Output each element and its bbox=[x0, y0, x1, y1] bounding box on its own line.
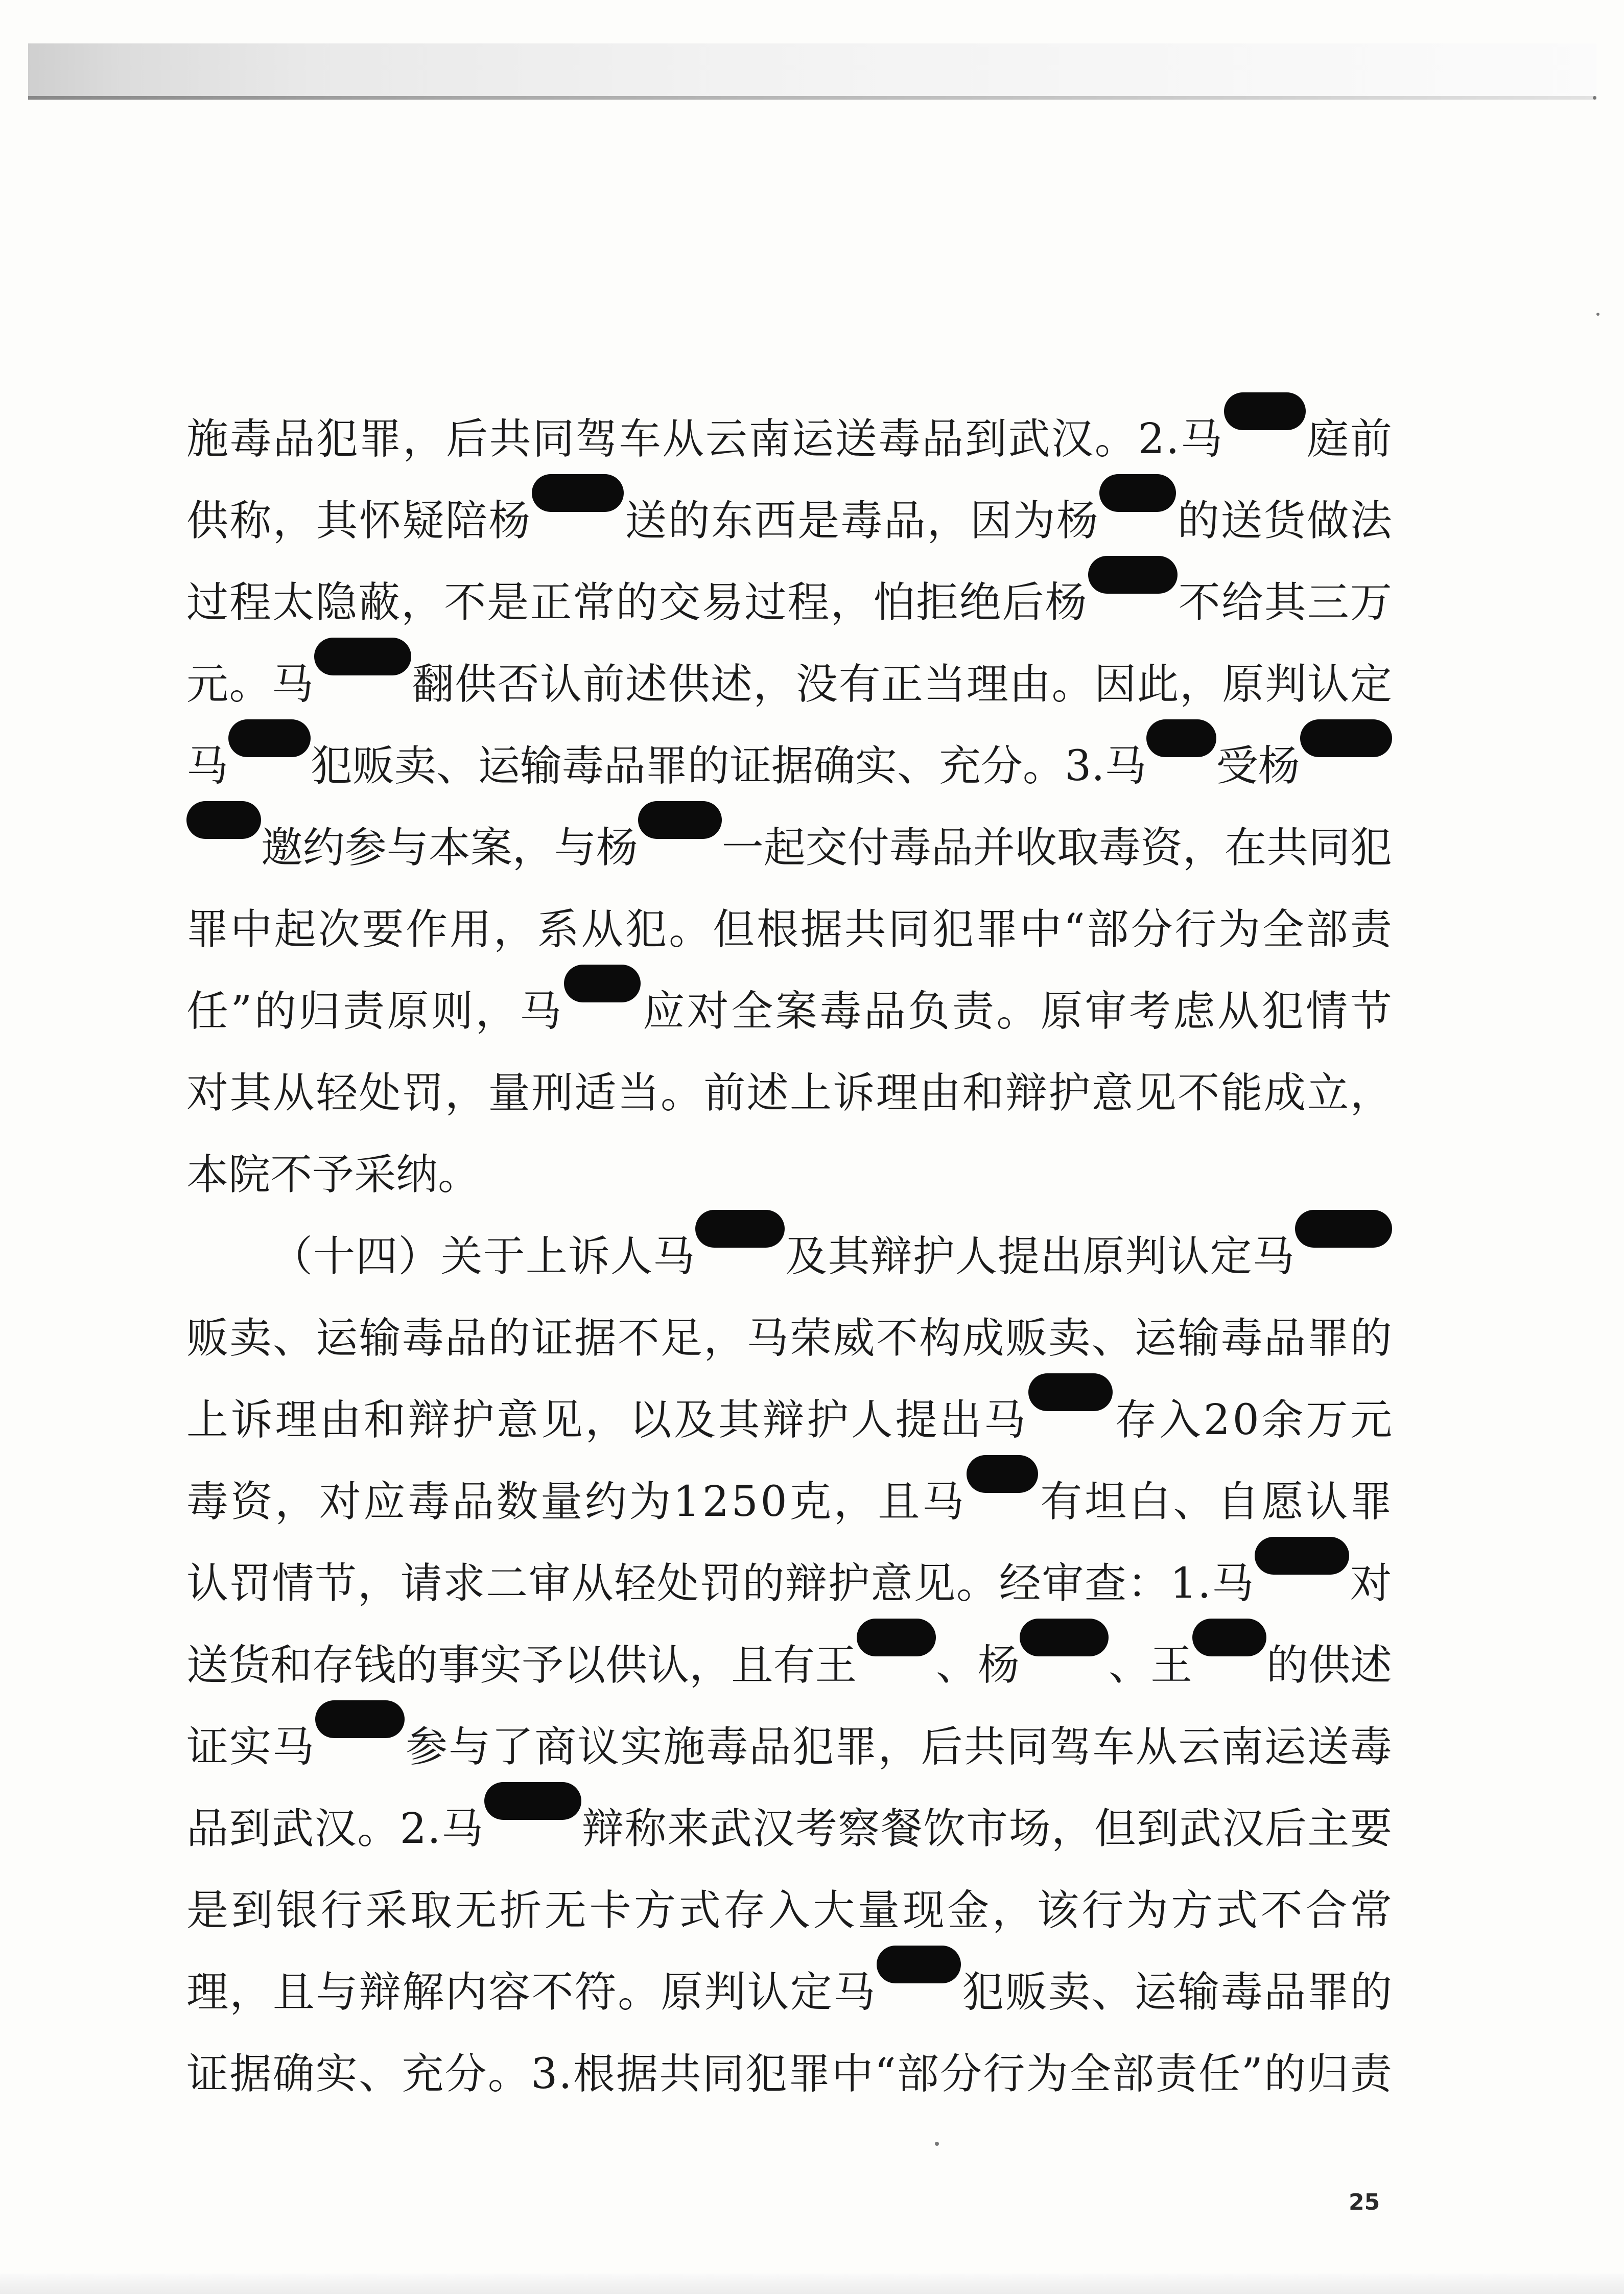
text-line: 理 ， 且 与 辩 解 内 容 不 符 。 原 判 认 定 马 犯 贩 卖 、 运 输 毒 品 罪 的 bbox=[186, 1952, 1392, 2033]
text-line: 元 。 马 翻 供 否 认 前 述 供 述 ， 没 有 正 当 理 由 。 因 此 ， 原 判 认 定 bbox=[186, 644, 1392, 725]
text-line: 品 到 武 汉 。 2 . 马 辩 称 来 武 汉 考 察 餐 饮 市 场 ， 但 到 武 汉 后 主 要 bbox=[186, 1788, 1392, 1870]
redaction-mark bbox=[314, 638, 411, 675]
redaction-mark bbox=[1300, 719, 1392, 757]
redaction-mark bbox=[1255, 1537, 1349, 1575]
text-line: 证 实 马 参 与 了 商 议 实 施 毒 品 犯 罪 ， 后 共 同 驾 车 从 云 南 运 送 毒 bbox=[186, 1706, 1392, 1788]
text-line: 过 程 太 隐 蔽 ， 不 是 正 常 的 交 易 过 程 ， 怕 拒 绝 后 杨 不 给 其 三 万 bbox=[186, 562, 1392, 644]
text-line: 供 称 ， 其 怀 疑 陪 杨 送 的 东 西 是 毒 品 ， 因 为 杨 的 送 货 做 法 bbox=[186, 480, 1392, 562]
text-line: 马 犯 贩 卖 、 运 输 毒 品 罪 的 证 据 确 实 、 充 分 。 3 . 马 受 杨 bbox=[186, 725, 1392, 807]
text-line: （ 十 四 ） 关 于 上 诉 人 马 及 其 辩 护 人 提 出 原 判 认 定 马 bbox=[186, 1216, 1392, 1298]
redaction-mark bbox=[1020, 1619, 1109, 1656]
text-line: 证 据 确 实 、 充 分 。 3 . 根 据 共 同 犯 罪 中 “ 部 分 行 为 全 部 责 任 ” 的 归 责 bbox=[186, 2050, 1392, 2098]
page-number: 25 bbox=[1349, 2189, 1380, 2215]
redaction-mark bbox=[857, 1619, 936, 1656]
document-body bbox=[186, 399, 1392, 2115]
redaction-mark bbox=[1099, 474, 1176, 512]
scan-footer-shadow bbox=[0, 2274, 1624, 2294]
redaction-mark bbox=[638, 801, 722, 839]
redaction-mark bbox=[186, 801, 261, 839]
text-line: 贩 卖 、 运 输 毒 品 的 证 据 不 足 ， 马 荣 威 不 构 成 贩 卖 、 运 输 毒 品 罪 的 bbox=[186, 1314, 1392, 1363]
redaction-mark bbox=[695, 1210, 785, 1248]
redaction-mark bbox=[484, 1782, 581, 1820]
text-line: 罪 中 起 次 要 作 用 ， 系 从 犯 。 但 根 据 共 同 犯 罪 中 “ 部 分 行 为 全 部 责 bbox=[186, 905, 1392, 954]
redaction-mark bbox=[1146, 719, 1216, 757]
text-line: 任 ” 的 归 责 原 则 ， 马 应 对 全 案 毒 品 负 责 。 原 审 考 虑 从 犯 情 节 bbox=[186, 971, 1392, 1052]
text-line: 是 到 银 行 采 取 无 折 无 卡 方 式 存 入 大 量 现 金 ， 该 行 为 方 式 不 合 常 bbox=[186, 1886, 1392, 1935]
scan-speck bbox=[1593, 96, 1596, 100]
redaction-mark bbox=[315, 1700, 405, 1738]
paragraph bbox=[186, 399, 1392, 1216]
redaction-mark bbox=[967, 1455, 1038, 1493]
redaction-mark bbox=[877, 1946, 961, 1983]
redaction-mark bbox=[1028, 1373, 1113, 1411]
paragraph bbox=[186, 1216, 1392, 2115]
redaction-mark bbox=[1088, 556, 1178, 594]
redaction-mark bbox=[228, 719, 311, 757]
text-line: 对 其 从 轻 处 罚 ， 量 刑 适 当 。 前 述 上 诉 理 由 和 辩 护 意 见 不 能 成 立 ， bbox=[186, 1069, 1392, 1117]
text-line: 送 货 和 存 钱 的 事 实 予 以 供 认 ， 且 有 王 、 杨 、 王 的 供 述 bbox=[186, 1625, 1392, 1706]
text-line: 本 院 不 予 采 纳 。 bbox=[186, 1151, 480, 1199]
redaction-mark bbox=[564, 965, 641, 1002]
text-line: 毒 资 ， 对 应 毒 品 数 量 约 为 1 2 5 0 克 ， 且 马 有 坦 白 、 自 愿 认 罪 bbox=[186, 1461, 1392, 1543]
scan-speck bbox=[935, 2142, 939, 2146]
text-line: 上 诉 理 由 和 辩 护 意 见 ， 以 及 其 辩 护 人 提 出 马 存 入 2 0 余 万 元 bbox=[186, 1379, 1392, 1461]
redaction-mark bbox=[1192, 1619, 1266, 1656]
text-line: 施 毒 品 犯 罪 ， 后 共 同 驾 车 从 云 南 运 送 毒 品 到 武 汉 。 2 . 马 庭 前 bbox=[186, 399, 1392, 480]
redaction-mark bbox=[1295, 1210, 1392, 1248]
scan-speck bbox=[1596, 313, 1599, 316]
text-line: 邀 约 参 与 本 案 ， 与 杨 一 起 交 付 毒 品 并 收 取 毒 资 ， 在 共 同 犯 bbox=[186, 807, 1392, 889]
redaction-mark bbox=[1224, 392, 1306, 430]
scan-header-shadow bbox=[28, 43, 1596, 100]
redaction-mark bbox=[532, 474, 624, 512]
text-line: 认 罚 情 节 ， 请 求 二 审 从 轻 处 罚 的 辩 护 意 见 。 经 审 查 ： 1 . 马 对 bbox=[186, 1543, 1392, 1625]
